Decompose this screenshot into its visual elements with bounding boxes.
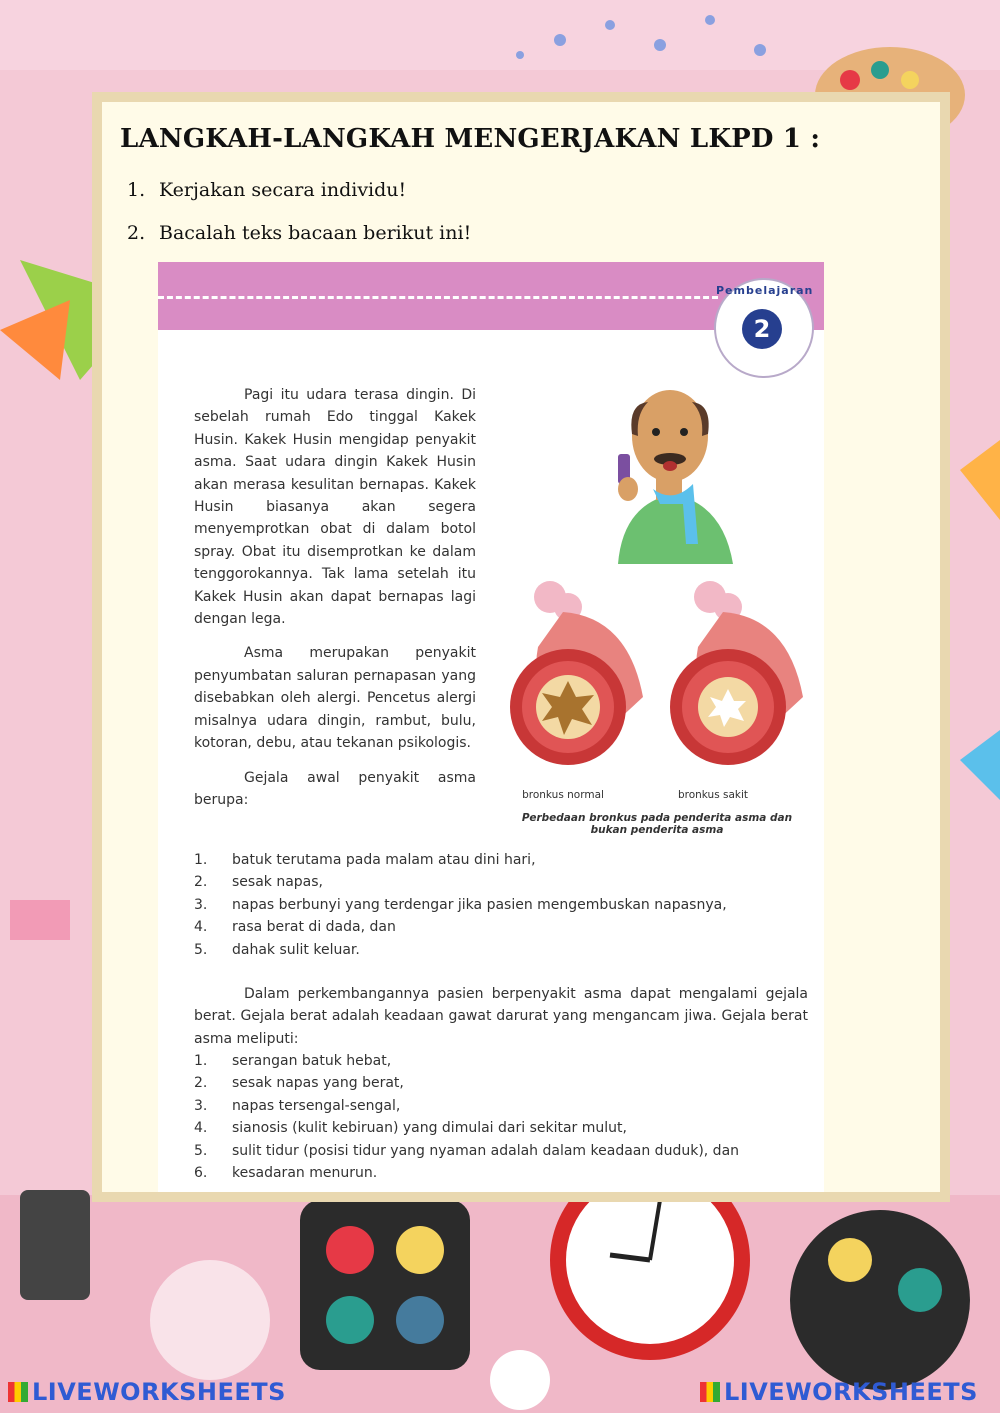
list-number: 3. xyxy=(194,1097,208,1114)
paragraph-story: Pagi itu udara terasa dingin. Di sebelah rumah Edo tinggal Kakek Husin. Kakek Husin mengidap penyakit asma. Saat udara dingin Kakek Husin akan merasa kesulitan bernapas. Kakek Husin biasanya akan segera menyemprotkan obat di dalam botol spray. Obat itu disemprotkan ke dalam tenggorokannya. Tak lama setelah itu Kakek Husin akan dapat bernapas lagi dengan lega. xyxy=(194,387,476,628)
list-item xyxy=(194,894,727,916)
list-item xyxy=(194,1117,739,1139)
step-text: Bacalah teks bacaan berikut ini! xyxy=(159,222,472,244)
bronchus-illustration xyxy=(508,577,808,767)
list-text: batuk terutama pada malam atau dini hari, xyxy=(232,852,536,868)
lesson-badge xyxy=(714,278,814,378)
badge-number: 2 xyxy=(742,309,782,349)
logo-text: LIVEWORKSHEETS xyxy=(724,1378,978,1406)
list-number: 5. xyxy=(194,1142,208,1159)
list-text: dahak sulit keluar. xyxy=(232,941,360,958)
paragraph-early-symptoms: Gejala awal penyakit asma berupa: xyxy=(194,769,476,808)
paragraph-severe: Dalam perkembangannya pasien berpenyakit asma dapat mengalami gejala berat. Gejala berat adalah keadaan gawat darurat yang mengancam jiwa. Gejala berat asma meliputi: xyxy=(194,986,808,1047)
list-item xyxy=(194,916,727,938)
list-item xyxy=(194,1050,739,1072)
liveworksheets-logo-right[interactable] xyxy=(700,1378,978,1406)
textbook-page xyxy=(158,262,824,1192)
list-item xyxy=(194,871,727,893)
label-normal-bronchus: bronkus normal xyxy=(522,789,604,801)
badge-label: Pembelajaran xyxy=(716,284,814,297)
list-text: serangan batuk hebat, xyxy=(232,1053,392,1069)
step-number: 1. xyxy=(127,179,146,201)
list-text: sianosis (kulit kebiruan) yang dimulai dari sekitar mulut, xyxy=(232,1120,627,1137)
step-item xyxy=(127,179,406,201)
list-number: 1. xyxy=(194,1053,208,1069)
intro-column xyxy=(194,384,476,811)
list-number: 2. xyxy=(194,1075,208,1092)
list-number: 2. xyxy=(194,874,208,891)
list-text: napas tersengal-sengal, xyxy=(232,1097,401,1114)
list-number: 4. xyxy=(194,919,208,936)
dashed-line xyxy=(158,296,718,299)
figure-caption: Perbedaan bronkus pada penderita asma dan bukan penderita asma xyxy=(521,812,793,836)
list-number: 6. xyxy=(194,1165,208,1182)
logo-icon xyxy=(700,1382,720,1402)
list-item xyxy=(194,1072,739,1094)
step-text: Kerjakan secara individu! xyxy=(159,179,407,201)
list-number: 1. xyxy=(194,852,208,868)
grandfather-inhaler-illustration xyxy=(598,374,748,564)
severe-symptoms-list xyxy=(194,1050,739,1184)
logo-icon xyxy=(8,1382,28,1402)
logo-text: LIVEWORKSHEETS xyxy=(32,1378,286,1406)
paragraph-definition: Asma merupakan penyakit penyumbatan saluran pernapasan yang disebabkan oleh alergi. Pencetus alergi misalnya udara dingin, rambut, bulu, kotoran, debu, atau tekanan psikologis. xyxy=(194,645,476,752)
list-item xyxy=(194,849,727,871)
label-sick-bronchus: bronkus sakit xyxy=(677,789,749,801)
list-item xyxy=(194,1162,739,1184)
liveworksheets-logo-left[interactable] xyxy=(8,1378,286,1406)
list-text: sulit tidur (posisi tidur yang nyaman adalah dalam keadaan duduk), dan xyxy=(232,1142,740,1159)
list-item xyxy=(194,939,727,961)
list-text: sesak napas yang berat, xyxy=(232,1075,404,1092)
step-number: 2. xyxy=(127,222,146,244)
list-number: 5. xyxy=(194,941,208,958)
list-number: 4. xyxy=(194,1120,208,1137)
list-item xyxy=(194,1140,739,1162)
list-text: sesak napas, xyxy=(232,874,323,891)
list-number: 3. xyxy=(194,896,208,913)
list-text: napas berbunyi yang terdengar jika pasien mengembuskan napasnya, xyxy=(232,896,727,913)
page-title: LANGKAH-LANGKAH MENGERJAKAN LKPD 1 : xyxy=(120,124,821,154)
early-symptoms-list xyxy=(194,849,727,961)
list-text: kesadaran menurun. xyxy=(232,1165,378,1182)
severe-paragraph-block xyxy=(194,983,808,1050)
step-item xyxy=(127,222,471,244)
list-item xyxy=(194,1095,739,1117)
list-text: rasa berat di dada, dan xyxy=(232,919,396,936)
